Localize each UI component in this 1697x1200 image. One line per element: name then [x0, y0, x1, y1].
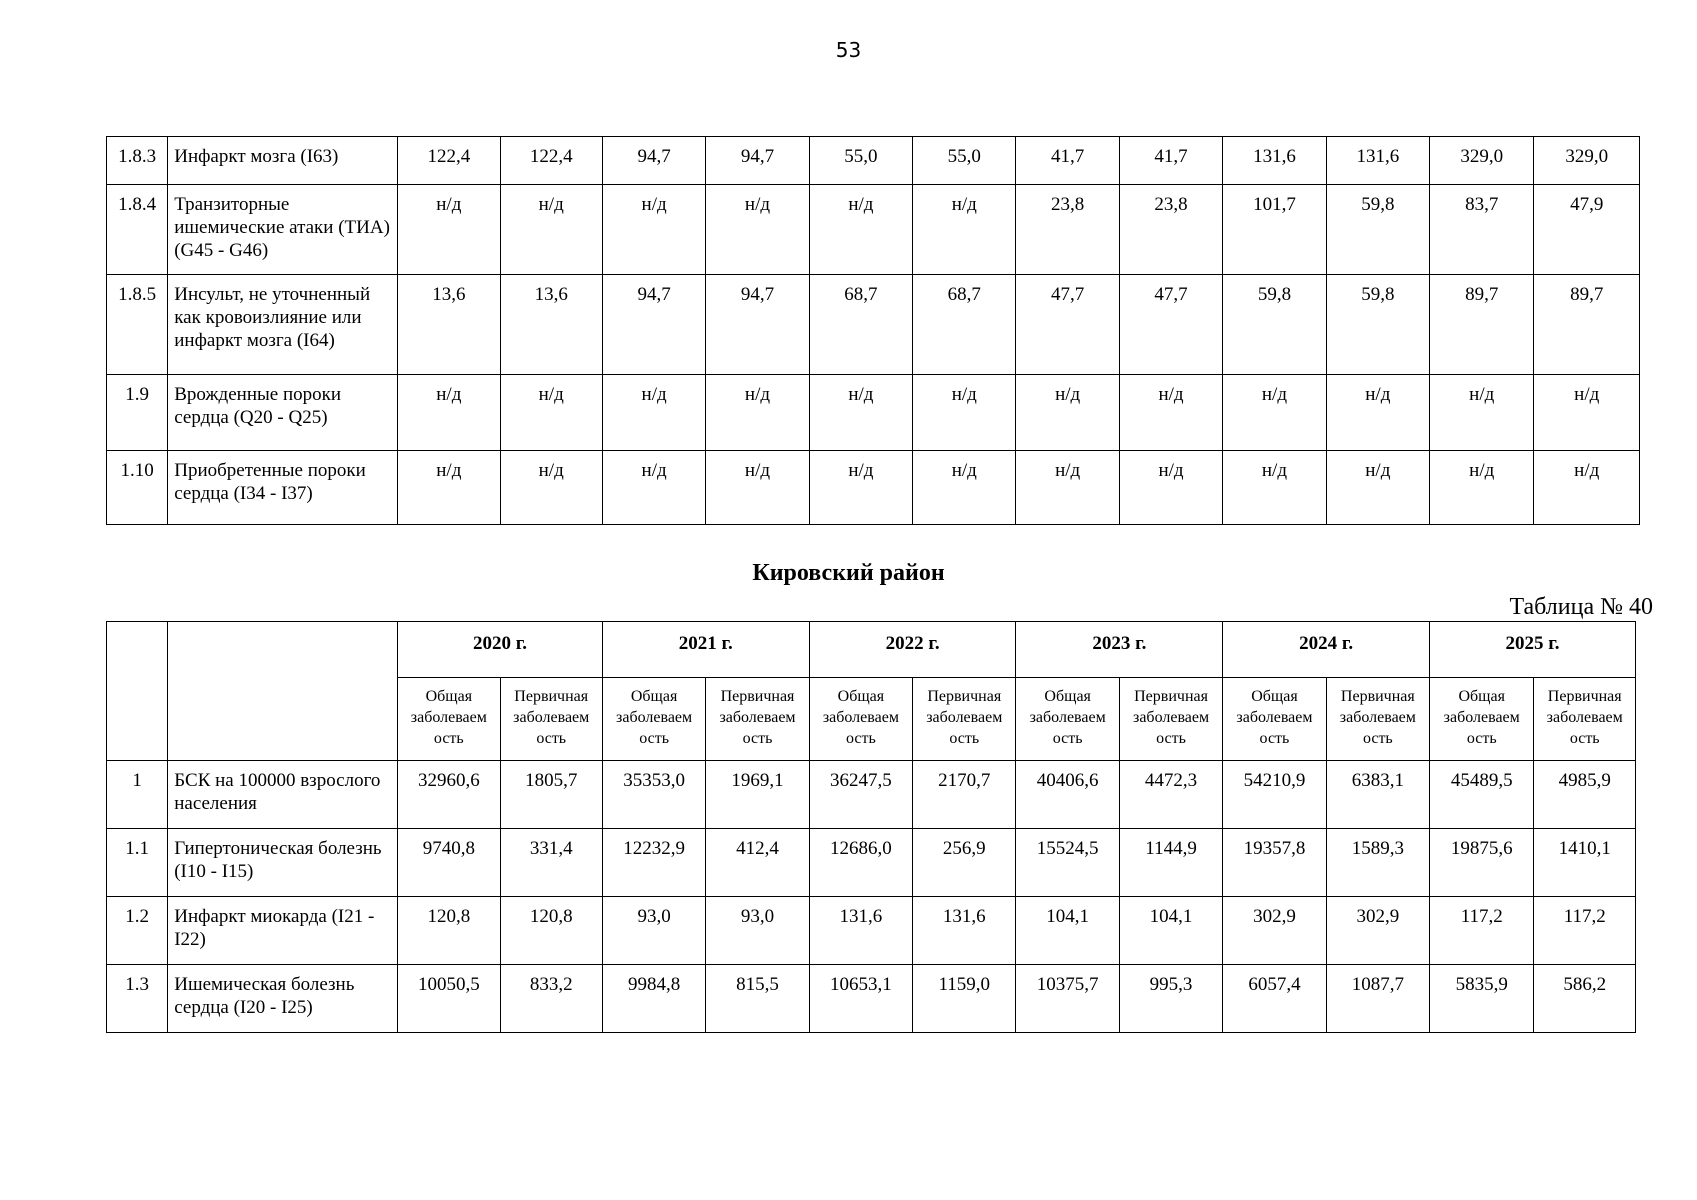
- header-name-cell: [168, 622, 398, 761]
- value-cell: 94,7: [602, 137, 705, 185]
- value-cell: н/д: [1119, 375, 1222, 451]
- bottom-table: [106, 621, 1636, 1033]
- value-cell: 32960,6: [398, 761, 500, 829]
- value-cell: 1087,7: [1326, 965, 1429, 1033]
- value-cell: 47,7: [1119, 275, 1222, 375]
- value-cell: 35353,0: [602, 761, 705, 829]
- value-cell: 131,6: [1326, 137, 1429, 185]
- table-row: [107, 275, 1640, 375]
- value-cell: 83,7: [1430, 185, 1534, 275]
- value-cell: н/д: [809, 451, 912, 525]
- subheader-general: Общая заболеваем ость: [1223, 678, 1326, 761]
- value-cell: 122,4: [500, 137, 602, 185]
- value-cell: 1410,1: [1534, 829, 1636, 897]
- row-code: 1.9: [107, 375, 168, 451]
- value-cell: н/д: [602, 451, 705, 525]
- value-cell: 302,9: [1223, 897, 1326, 965]
- value-cell: 13,6: [398, 275, 500, 375]
- table-row: [107, 185, 1640, 275]
- value-cell: 6057,4: [1223, 965, 1326, 1033]
- value-cell: н/д: [913, 375, 1016, 451]
- value-cell: н/д: [1016, 375, 1119, 451]
- subheader-primary: Первичная заболеваем ость: [913, 678, 1016, 761]
- value-cell: н/д: [809, 185, 912, 275]
- value-cell: н/д: [1326, 375, 1429, 451]
- value-cell: 120,8: [398, 897, 500, 965]
- value-cell: н/д: [913, 451, 1016, 525]
- year-header-row: [107, 622, 1636, 678]
- value-cell: 23,8: [1016, 185, 1119, 275]
- value-cell: 41,7: [1119, 137, 1222, 185]
- value-cell: 1969,1: [706, 761, 809, 829]
- value-cell: 117,2: [1534, 897, 1636, 965]
- value-cell: н/д: [500, 451, 602, 525]
- value-cell: н/д: [1430, 451, 1534, 525]
- row-code: 1: [107, 761, 168, 829]
- value-cell: 815,5: [706, 965, 809, 1033]
- value-cell: н/д: [1430, 375, 1534, 451]
- value-cell: 55,0: [809, 137, 912, 185]
- value-cell: н/д: [913, 185, 1016, 275]
- value-cell: 833,2: [500, 965, 602, 1033]
- subheader-primary: Первичная заболеваем ость: [1534, 678, 1636, 761]
- value-cell: 10050,5: [398, 965, 500, 1033]
- value-cell: 59,8: [1223, 275, 1326, 375]
- top-table-body: [107, 137, 1640, 525]
- value-cell: 1805,7: [500, 761, 602, 829]
- subheader-primary: Первичная заболеваем ость: [706, 678, 809, 761]
- value-cell: 256,9: [913, 829, 1016, 897]
- value-cell: 94,7: [706, 275, 809, 375]
- value-cell: н/д: [602, 375, 705, 451]
- table-row: [107, 761, 1636, 829]
- subheader-general: Общая заболеваем ость: [1430, 678, 1534, 761]
- value-cell: н/д: [1534, 451, 1640, 525]
- value-cell: 302,9: [1326, 897, 1429, 965]
- page-number: 53: [835, 38, 862, 62]
- value-cell: н/д: [1223, 451, 1326, 525]
- row-code: 1.8.5: [107, 275, 168, 375]
- value-cell: 89,7: [1430, 275, 1534, 375]
- value-cell: 1589,3: [1326, 829, 1429, 897]
- bottom-table-body: [107, 761, 1636, 1033]
- value-cell: 331,4: [500, 829, 602, 897]
- row-code: 1.10: [107, 451, 168, 525]
- value-cell: 122,4: [398, 137, 500, 185]
- value-cell: 4985,9: [1534, 761, 1636, 829]
- value-cell: 1159,0: [913, 965, 1016, 1033]
- value-cell: 995,3: [1119, 965, 1222, 1033]
- row-name: Гипертоническая болезнь (I10 - I15): [168, 829, 398, 897]
- subheader-general: Общая заболеваем ость: [602, 678, 705, 761]
- value-cell: 89,7: [1534, 275, 1640, 375]
- value-cell: 117,2: [1430, 897, 1534, 965]
- value-cell: 9740,8: [398, 829, 500, 897]
- value-cell: 12686,0: [809, 829, 912, 897]
- subheader-general: Общая заболеваем ость: [809, 678, 912, 761]
- value-cell: 93,0: [706, 897, 809, 965]
- value-cell: 131,6: [809, 897, 912, 965]
- value-cell: 94,7: [706, 137, 809, 185]
- value-cell: 59,8: [1326, 185, 1429, 275]
- value-cell: 93,0: [602, 897, 705, 965]
- row-name: Ишемическая болезнь сердца (I20 - I25): [168, 965, 398, 1033]
- year-2022: 2022 г.: [809, 622, 1016, 678]
- row-name: Инсульт, не уточненный как кровоизлияние или инфаркт мозга (I64): [168, 275, 398, 375]
- value-cell: 13,6: [500, 275, 602, 375]
- value-cell: 19357,8: [1223, 829, 1326, 897]
- row-name: Инфаркт мозга (I63): [168, 137, 398, 185]
- value-cell: н/д: [706, 185, 809, 275]
- value-cell: 104,1: [1119, 897, 1222, 965]
- year-2024: 2024 г.: [1223, 622, 1430, 678]
- value-cell: 12232,9: [602, 829, 705, 897]
- row-code: 1.8.3: [107, 137, 168, 185]
- year-2020: 2020 г.: [398, 622, 603, 678]
- value-cell: 412,4: [706, 829, 809, 897]
- row-code: 1.8.4: [107, 185, 168, 275]
- value-cell: н/д: [809, 375, 912, 451]
- value-cell: н/д: [1016, 451, 1119, 525]
- row-name: БСК на 100000 взрослого населения: [168, 761, 398, 829]
- value-cell: 9984,8: [602, 965, 705, 1033]
- table-row: [107, 829, 1636, 897]
- year-2023: 2023 г.: [1016, 622, 1223, 678]
- table-row: [107, 897, 1636, 965]
- value-cell: 329,0: [1430, 137, 1534, 185]
- value-cell: 68,7: [809, 275, 912, 375]
- value-cell: 329,0: [1534, 137, 1640, 185]
- row-name: Инфаркт миокарда (I21 - I22): [168, 897, 398, 965]
- value-cell: 54210,9: [1223, 761, 1326, 829]
- subheader-primary: Первичная заболеваем ость: [1326, 678, 1429, 761]
- value-cell: 55,0: [913, 137, 1016, 185]
- value-cell: 94,7: [602, 275, 705, 375]
- value-cell: 15524,5: [1016, 829, 1119, 897]
- value-cell: н/д: [398, 375, 500, 451]
- value-cell: 2170,7: [913, 761, 1016, 829]
- value-cell: н/д: [398, 185, 500, 275]
- table-label: Таблица № 40: [1509, 594, 1653, 620]
- value-cell: 36247,5: [809, 761, 912, 829]
- value-cell: н/д: [398, 451, 500, 525]
- table-row: [107, 451, 1640, 525]
- value-cell: 23,8: [1119, 185, 1222, 275]
- value-cell: 4472,3: [1119, 761, 1222, 829]
- value-cell: 41,7: [1016, 137, 1119, 185]
- row-code: 1.1: [107, 829, 168, 897]
- row-code: 1.3: [107, 965, 168, 1033]
- value-cell: 10375,7: [1016, 965, 1119, 1033]
- year-2025: 2025 г.: [1430, 622, 1636, 678]
- value-cell: н/д: [1534, 375, 1640, 451]
- value-cell: н/д: [1223, 375, 1326, 451]
- table-row: [107, 965, 1636, 1033]
- top-table: [106, 136, 1640, 525]
- value-cell: 120,8: [500, 897, 602, 965]
- value-cell: 6383,1: [1326, 761, 1429, 829]
- header-code-cell: [107, 622, 168, 761]
- value-cell: н/д: [500, 375, 602, 451]
- value-cell: 101,7: [1223, 185, 1326, 275]
- row-name: Транзиторные ишемические атаки (ТИА) (G45 - G46): [168, 185, 398, 275]
- value-cell: 131,6: [913, 897, 1016, 965]
- subheader-general: Общая заболеваем ость: [1016, 678, 1119, 761]
- table-row: [107, 137, 1640, 185]
- value-cell: н/д: [1119, 451, 1222, 525]
- row-code: 1.2: [107, 897, 168, 965]
- value-cell: н/д: [706, 375, 809, 451]
- value-cell: 10653,1: [809, 965, 912, 1033]
- value-cell: н/д: [602, 185, 705, 275]
- value-cell: 59,8: [1326, 275, 1429, 375]
- row-name: Врожденные пороки сердца (Q20 - Q25): [168, 375, 398, 451]
- value-cell: 5835,9: [1430, 965, 1534, 1033]
- row-name: Приобретенные пороки сердца (I34 - I37): [168, 451, 398, 525]
- subheader-primary: Первичная заболеваем ость: [500, 678, 602, 761]
- value-cell: 45489,5: [1430, 761, 1534, 829]
- value-cell: н/д: [1326, 451, 1429, 525]
- bottom-table-head: [107, 622, 1636, 761]
- value-cell: 47,7: [1016, 275, 1119, 375]
- year-2021: 2021 г.: [602, 622, 809, 678]
- value-cell: 131,6: [1223, 137, 1326, 185]
- value-cell: н/д: [706, 451, 809, 525]
- value-cell: 586,2: [1534, 965, 1636, 1033]
- value-cell: 19875,6: [1430, 829, 1534, 897]
- value-cell: 68,7: [913, 275, 1016, 375]
- value-cell: 1144,9: [1119, 829, 1222, 897]
- value-cell: 104,1: [1016, 897, 1119, 965]
- district-title: Кировский район: [752, 560, 945, 586]
- subheader-general: Общая заболеваем ость: [398, 678, 500, 761]
- value-cell: н/д: [500, 185, 602, 275]
- subheader-primary: Первичная заболеваем ость: [1119, 678, 1222, 761]
- value-cell: 47,9: [1534, 185, 1640, 275]
- table-row: [107, 375, 1640, 451]
- value-cell: 40406,6: [1016, 761, 1119, 829]
